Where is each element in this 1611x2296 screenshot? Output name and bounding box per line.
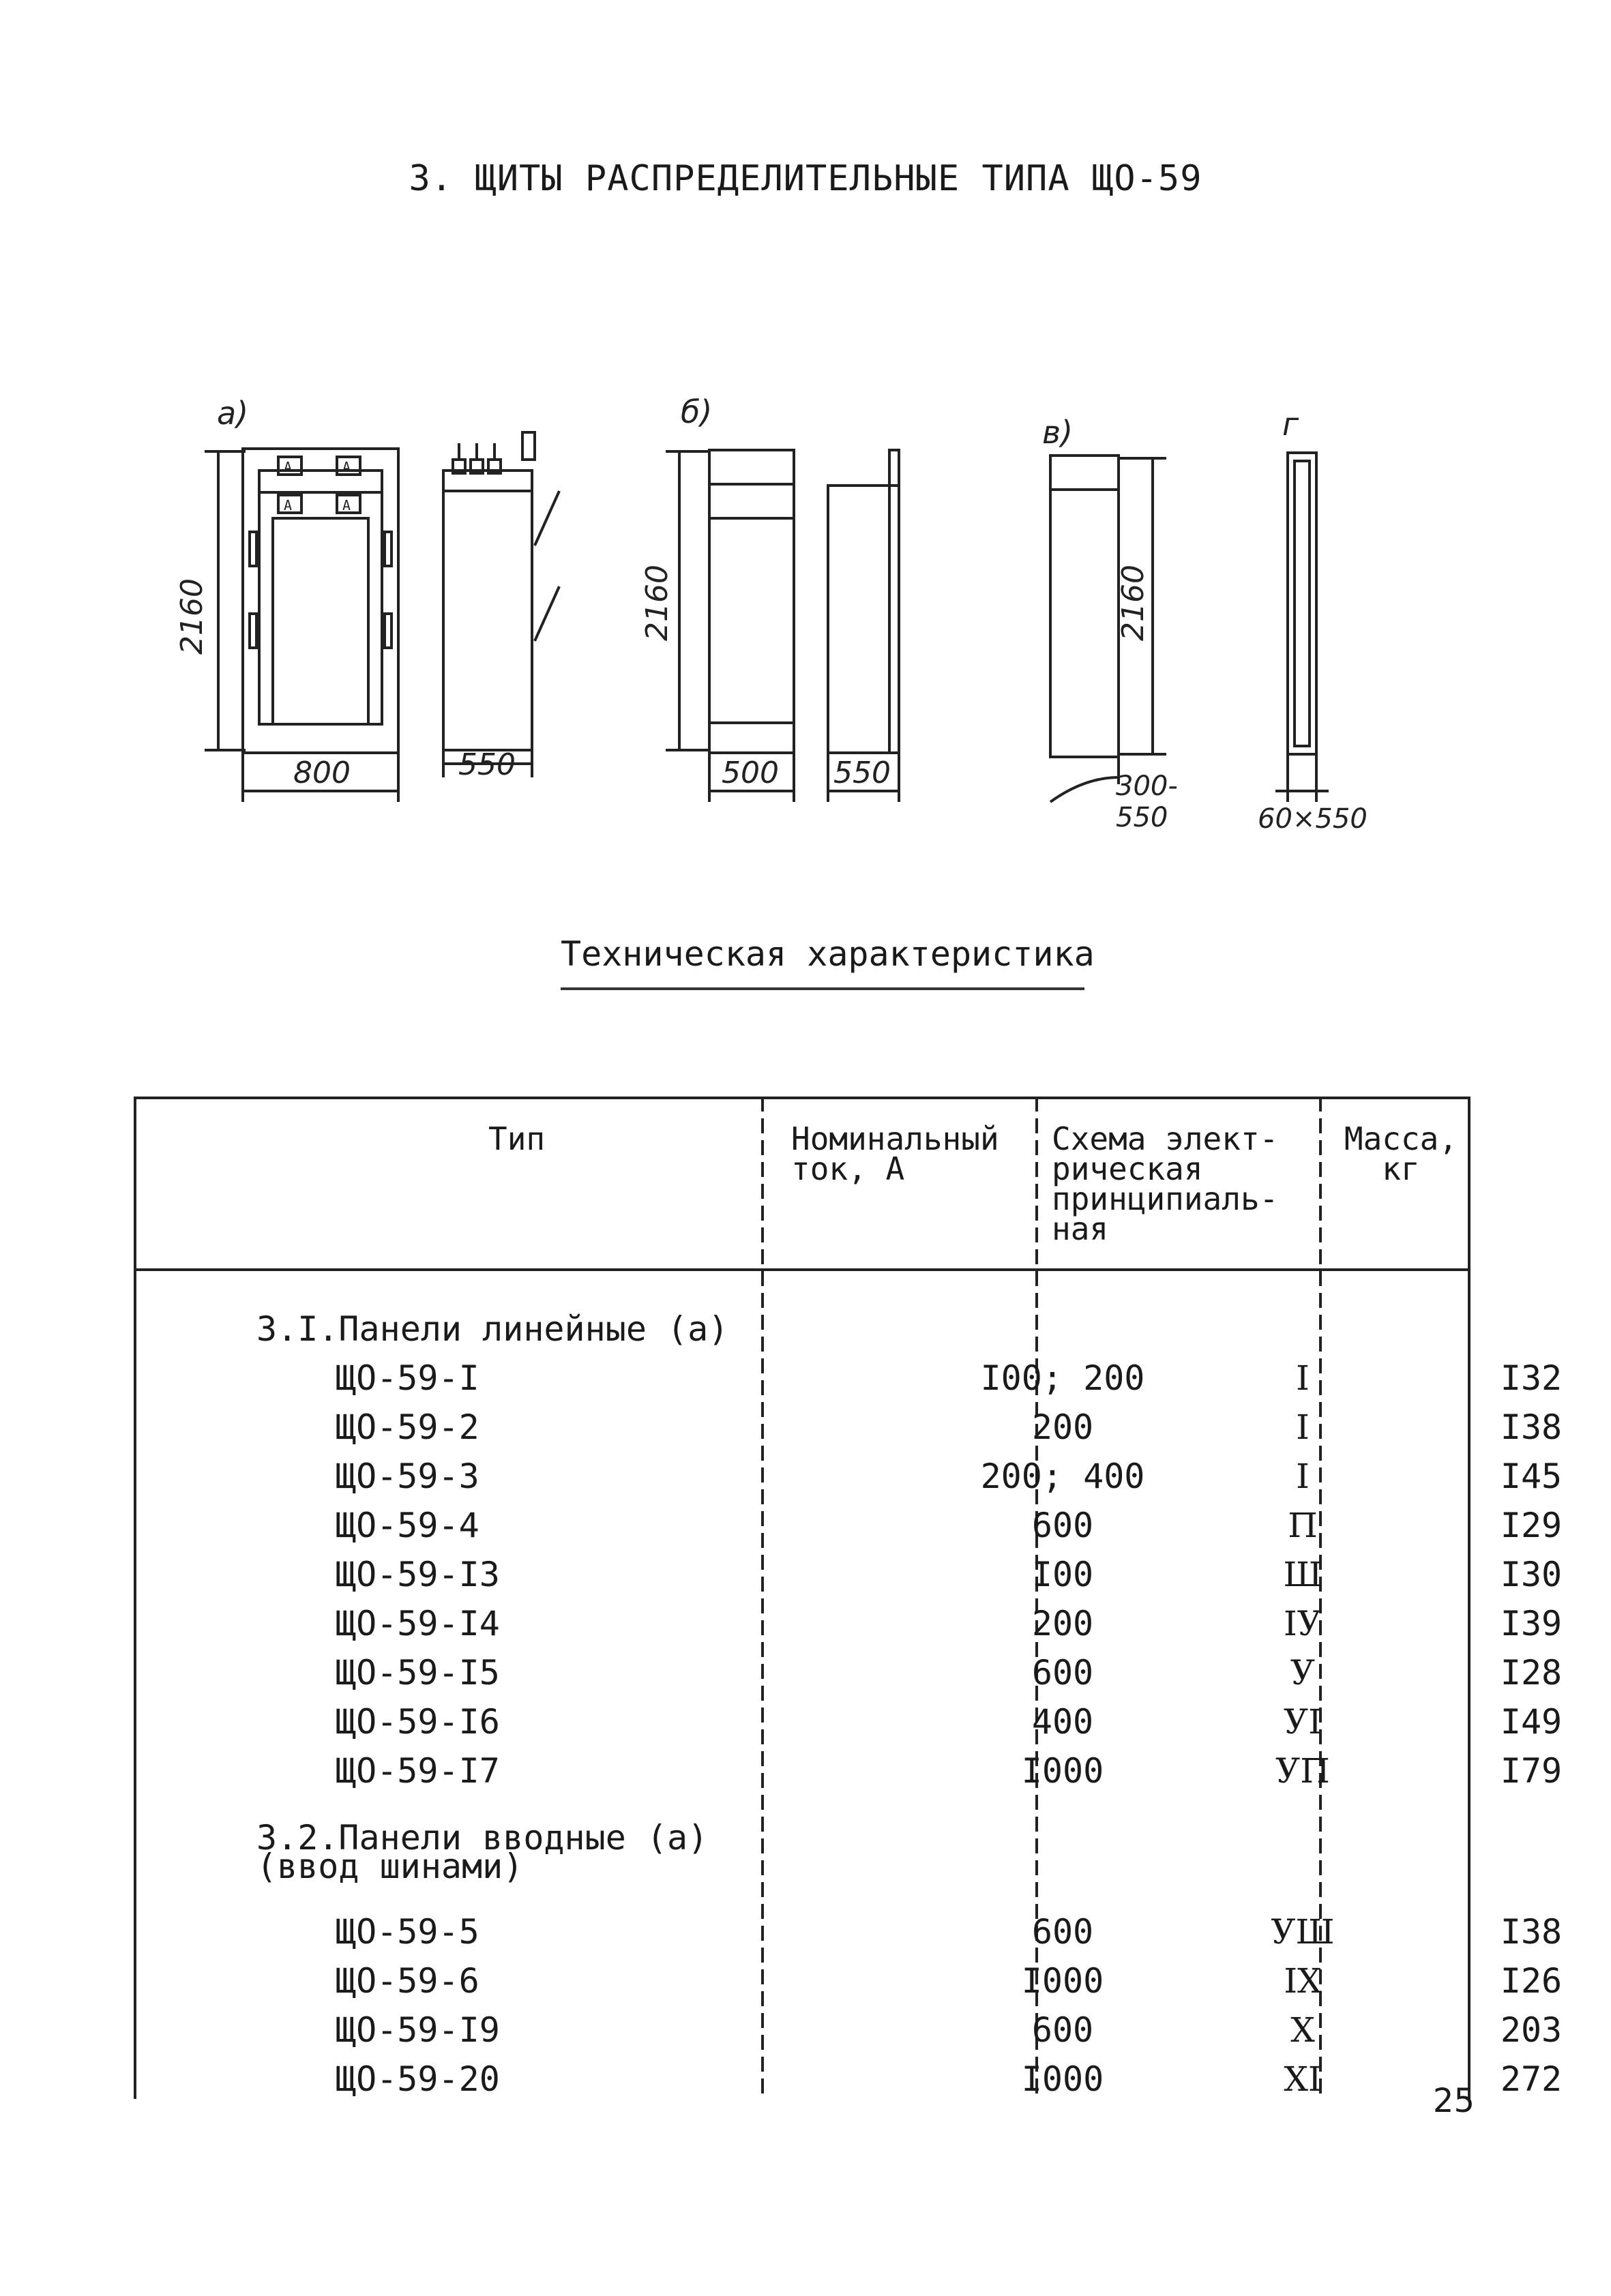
dim-height-b: 2160	[640, 565, 675, 641]
cell-mass: 272	[1500, 2059, 1563, 2099]
cell-mass: I45	[1500, 1457, 1563, 1496]
page-title: 3. ЩИТЫ РАСПРЕДЕЛИТЕЛЬНЫЕ ТИПА ЩО-59	[409, 158, 1202, 199]
figure-v-label: в)	[1042, 414, 1074, 451]
spec-table	[134, 1097, 1563, 2099]
section-title: 3.I.Панели линейные (а)	[256, 1309, 729, 1349]
switch-handle-icon	[250, 614, 256, 648]
switch-handle-icon	[385, 614, 391, 648]
instrument-label: A	[284, 459, 293, 475]
header-current	[791, 1120, 999, 1187]
cell-type: ЩО-59-I7	[336, 1751, 500, 1791]
instrument-label: A	[342, 459, 351, 475]
cell-current: 600	[1031, 1506, 1094, 1545]
cell-type: ЩО-59-I4	[336, 1604, 500, 1643]
figure-g-label: г	[1282, 406, 1299, 443]
cell-current: I00; 200	[980, 1358, 1145, 1398]
header-scheme-line: принципиаль-	[1052, 1180, 1279, 1217]
switch-handle-icon	[385, 532, 391, 566]
cell-mass: I79	[1500, 1751, 1563, 1791]
dim-size-g: 60×550	[1258, 803, 1368, 835]
dim-depth-a: 550	[458, 747, 516, 782]
page-number: 25	[1432, 2082, 1475, 2120]
cell-type: ЩО-59-20	[336, 2059, 500, 2099]
cell-current: I000	[1021, 1961, 1104, 2001]
header-current-line: Номинальный	[791, 1120, 999, 1157]
cell-mass: I30	[1500, 1555, 1563, 1594]
cell-scheme: УП	[1275, 1751, 1330, 1791]
cell-type: ЩО-59-I5	[336, 1653, 500, 1693]
cell-scheme: IУ	[1284, 1604, 1322, 1643]
cell-scheme: XI	[1284, 2059, 1322, 2099]
header-mass	[1333, 1120, 1469, 1187]
instrument-label: A	[342, 497, 351, 513]
cell-current: 200	[1031, 1604, 1094, 1643]
cell-type: ЩО-59-I9	[336, 2010, 500, 2050]
instrument-label: A	[284, 497, 293, 513]
cell-current: I000	[1021, 1751, 1104, 1791]
figure-b	[640, 393, 899, 802]
figure-v	[1042, 414, 1178, 833]
cell-type: ЩО-59-I3	[336, 1555, 500, 1594]
header-scheme-line: Схема элект-	[1052, 1120, 1279, 1157]
figure-a-label: а)	[217, 395, 249, 432]
cell-mass: I39	[1500, 1604, 1563, 1643]
panel-drawings	[0, 0, 1611, 859]
cell-type: ЩО-59-I	[336, 1358, 479, 1398]
cell-type: ЩО-59-6	[336, 1961, 479, 2001]
cell-scheme: I	[1296, 1407, 1310, 1447]
dim-width-a: 800	[293, 756, 351, 790]
cell-mass: I38	[1500, 1912, 1563, 1952]
dim-width-v-2: 550	[1116, 802, 1168, 833]
cell-scheme: У	[1290, 1653, 1316, 1693]
cell-mass: I38	[1500, 1407, 1563, 1447]
cell-mass: I28	[1500, 1653, 1563, 1693]
dim-width-v-1: 300-	[1116, 771, 1178, 802]
section-subtitle: (ввод шинами)	[256, 1847, 524, 1886]
dim-width-b: 500	[722, 756, 779, 790]
cell-mass: I26	[1500, 1961, 1563, 2001]
cell-mass: 203	[1500, 2010, 1563, 2050]
dim-depth-b: 550	[833, 756, 891, 790]
cell-mass: I29	[1500, 1506, 1563, 1545]
cell-current: I000	[1021, 2059, 1104, 2099]
figure-a	[175, 395, 559, 802]
header-mass-line: Масса,	[1344, 1120, 1458, 1157]
header-scheme-line: ная	[1052, 1210, 1109, 1247]
header-scheme-line: рическая	[1052, 1150, 1203, 1187]
figure-b-label: б)	[681, 393, 713, 430]
cell-scheme: П	[1288, 1506, 1318, 1545]
header-mass-line: кг	[1382, 1150, 1420, 1187]
cell-scheme: X	[1290, 2010, 1315, 2050]
cell-current: 200	[1031, 1407, 1094, 1447]
cell-type: ЩО-59-4	[336, 1506, 479, 1545]
cell-current: I00	[1031, 1555, 1094, 1594]
cell-scheme: УШ	[1271, 1912, 1335, 1952]
cell-type: ЩО-59-2	[336, 1407, 479, 1447]
header-current-line: ток, А	[791, 1150, 905, 1187]
cell-current: 200; 400	[980, 1457, 1145, 1496]
dim-height-v: 2160	[1116, 565, 1151, 641]
cell-current: 600	[1031, 1653, 1094, 1693]
cell-scheme: I	[1296, 1358, 1310, 1398]
header-scheme	[1052, 1120, 1279, 1247]
figure-g	[1258, 406, 1368, 835]
caption-underline	[561, 987, 1084, 990]
cell-scheme: IX	[1284, 1961, 1322, 2001]
cell-type: ЩО-59-I6	[336, 1702, 500, 1742]
cell-current: 600	[1031, 2010, 1094, 2050]
cell-type: ЩО-59-3	[336, 1457, 479, 1496]
cell-scheme: I	[1296, 1457, 1310, 1496]
switch-handle-icon	[250, 532, 256, 566]
section-title: 3.2.Панели вводные (а)	[256, 1818, 709, 1858]
cell-current: 400	[1031, 1702, 1094, 1742]
cell-type: ЩО-59-5	[336, 1912, 479, 1952]
header-type: Тип	[488, 1120, 546, 1157]
cell-mass: I32	[1500, 1358, 1563, 1398]
cell-scheme: УI	[1284, 1702, 1322, 1742]
cell-mass: I49	[1500, 1702, 1563, 1742]
cell-scheme: Ш	[1283, 1555, 1322, 1594]
dim-height-a: 2160	[175, 578, 209, 655]
table-caption: Техническая характеристика	[561, 934, 1095, 974]
cell-current: 600	[1031, 1912, 1094, 1952]
